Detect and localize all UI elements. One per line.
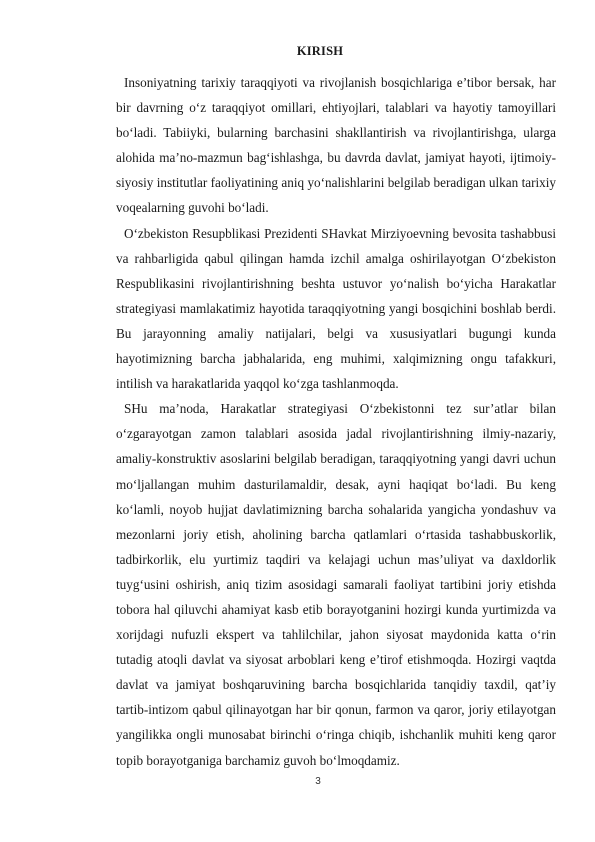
page-number: 3 bbox=[315, 776, 321, 787]
section-title: KIRISH bbox=[296, 44, 344, 58]
body-text bbox=[116, 70, 556, 773]
paragraph-1: Insoniyatning tarixiy taraqqiyoti va rivojlanish bosqichlariga e’tibor bersak, har bir davrning o‘z taraqqiyot omillari, ehtiyojlari, talablari va hayotiy tamoyillari bo‘ladi. Tabiiyki, bularning barchasini shakllantirish va rivojlantirishga, ularga alohida ma’no-mazmun bag‘ishlashga, bu davrda davlat, jamiyat hayoti, ijtimoiy-siyosiy institutlar faoliyatining aniq yo‘nalishlarini belgilab beradigan ulkan tarixiy voqealarning guvohi bo‘ladi. bbox=[116, 75, 556, 216]
paragraph-2: O‘zbekiston Resupblikasi Prezidenti SHavkat Mirziyoevning bevosita tashabbusi va rahbarligida qabul qilingan hamda izchil amalga oshirilayotgan O‘zbekiston Respublikasini rivojlantirishning beshta ustuvor yo‘nalish bo‘yicha Harakatlar strategiyasi mamlakatimiz hayotida taraqqiyotning yangi bosqichini boshlab berdi. Bu jarayonning amaliy natijalari, belgi va xususiyatlari bugungi kunda hayotimizning barcha jabhalarida, eng muhimi, xalqimizning ongu tafakkuri, intilish va harakatlarida yaqqol ko‘zga tashlanmoqda. bbox=[116, 225, 556, 392]
paragraph-3: SHu ma’noda, Harakatlar strategiyasi O‘zbekistonni tez sur’atlar bilan o‘zgarayotgan zamon talablari asosida jadal rivojlantirishning ilmiy-nazariy, amaliy-konstruktiv asoslarini belgilab beradigan, taraqqiyotning yangi davri uchun mo‘ljallangan muhim dasturilamaldir, desak, ayni haqiqat bo‘ladi. Bu keng ko‘lamli, noyob hujjat davlatimizning barcha sohalarida yangicha yondashuv va mezonlarni joriy etish, aholining barcha qatlamlari o‘rtasida tashabbuskorlik, tadbirkorlik, elu yurtimiz taqdiri va kelajagi uchun mas’uliyat va daxldorlik tuyg‘usini oshirish, aniq tizim asosidagi samarali faoliyat tartibini joriy etishda tobora hal qiluvchi ahamiyat kasb etib borayotganini hozirgi kunda yurtimizda va xorijdagi nufuzli ekspert va tahlilchilar, jahon siyosat maydonida katta o‘rin tutadig atoqli davlat va siyosat arboblari keng e’tirof etishmoqda. Hozirgi vaqtda davlat va jamiyat boshqaruvining barcha bosqichlarida tanqidiy taxdil, qat’iy tartib-intizom qabul qilinayotgan har bir qonun, farmon va qaror, joriy etilayotgan yangilikka ongli munosabat birinchi o‘ringa chiqib, ishchanlik muhiti keng qaror topib borayotganiga barchamiz guvoh bo‘lmoqdamiz. bbox=[116, 401, 556, 768]
